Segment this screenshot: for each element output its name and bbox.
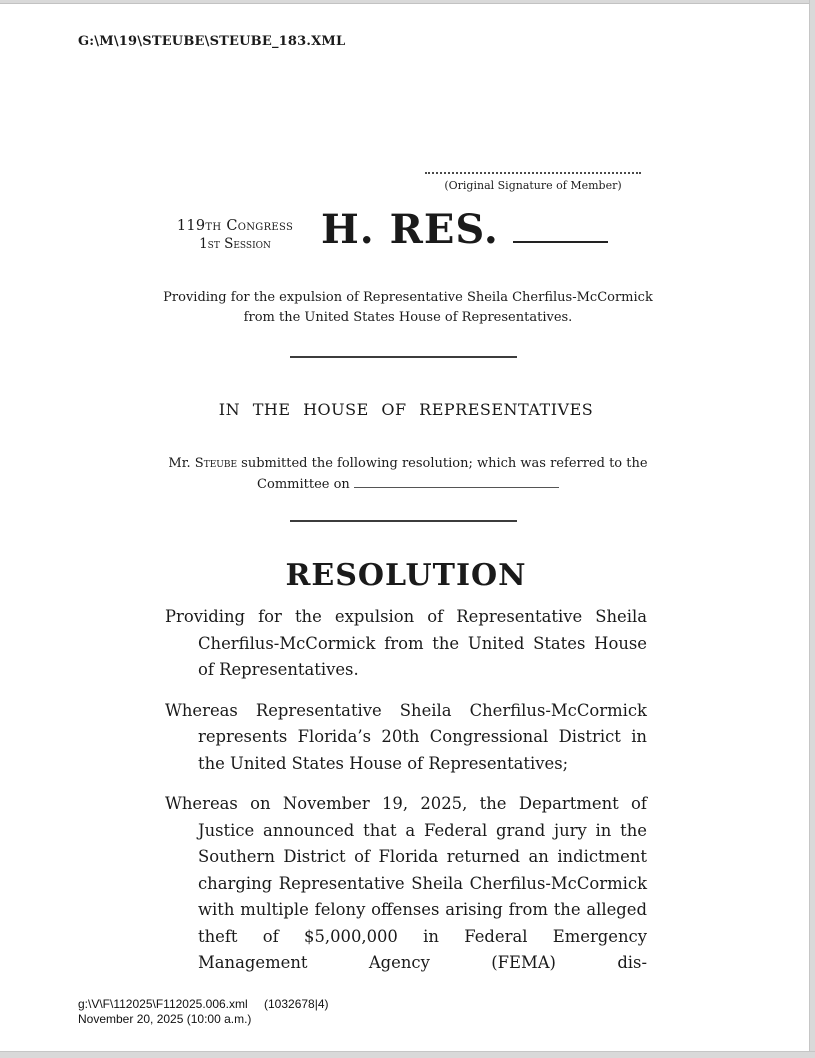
committee-name-blank [354,475,559,488]
bill-type-label: H. RES. [321,206,499,253]
resolution-number-blank [513,207,608,243]
preamble-paragraph: Providing for the expulsion of Representative Sheila Cherfilus-McCormick from the United States House of Representatives. [165,607,647,679]
sponsor-name: Steube [194,456,238,471]
congress-label: 119th Congress [176,218,294,234]
action-prefix: Mr. [168,456,195,471]
session-label: 1st Session [199,236,271,252]
page-edge-right [809,0,815,1058]
congress-session-block [165,214,305,253]
preamble-paragraph: Whereas Representative Sheila Cherfilus-McCormick represents Florida’s 20th Congressional District in the United States House of Representatives; [165,700,647,773]
page-edge-top [0,0,815,4]
chamber-heading: IN THE HOUSE OF REPRESENTATIVES [218,400,594,419]
resolution-heading: RESOLUTION [285,558,527,593]
official-title: Providing for the expulsion of Representative Sheila Cherfilus-McCormick from the United States House of Representatives. [163,290,653,325]
document-footer [78,997,329,1027]
action-rest: submitted the following resolution; which was referred to the Committee on [237,456,648,492]
separator-rule-top [290,356,517,358]
source-file-path: G:\M\19\STEUBE\STEUBE_183.XML [78,34,346,49]
page-edge-bottom [0,1051,815,1058]
signature-caption: (Original Signature of Member) [444,179,622,192]
signature-dotted-line [425,158,641,174]
footer-line-1 [78,997,329,1012]
separator-rule-bottom [290,520,517,522]
footer-date-line: November 20, 2025 (10:00 a.m.) [78,1012,252,1026]
signature-block [425,158,641,192]
preamble-paragraph: Whereas on November 19, 2025, the Department of Justice announced that a Federal grand jury in the Southern District of Florida returned an indictment charging Representative Sheila Cherfilus-McCormick with multiple felony offenses arising from the alleged theft of $5,000,000 in Federal Emergency Management Agency (FEMA) dis- [165,794,647,972]
preamble-paragraphs [165,604,647,991]
footer-doc-id: (1032678|4) [264,997,329,1011]
bill-number-block [321,206,608,253]
action-line [160,453,656,495]
footer-file-path: g:\V\F\112025\F112025.006.xml [78,997,248,1011]
masthead [165,206,647,253]
